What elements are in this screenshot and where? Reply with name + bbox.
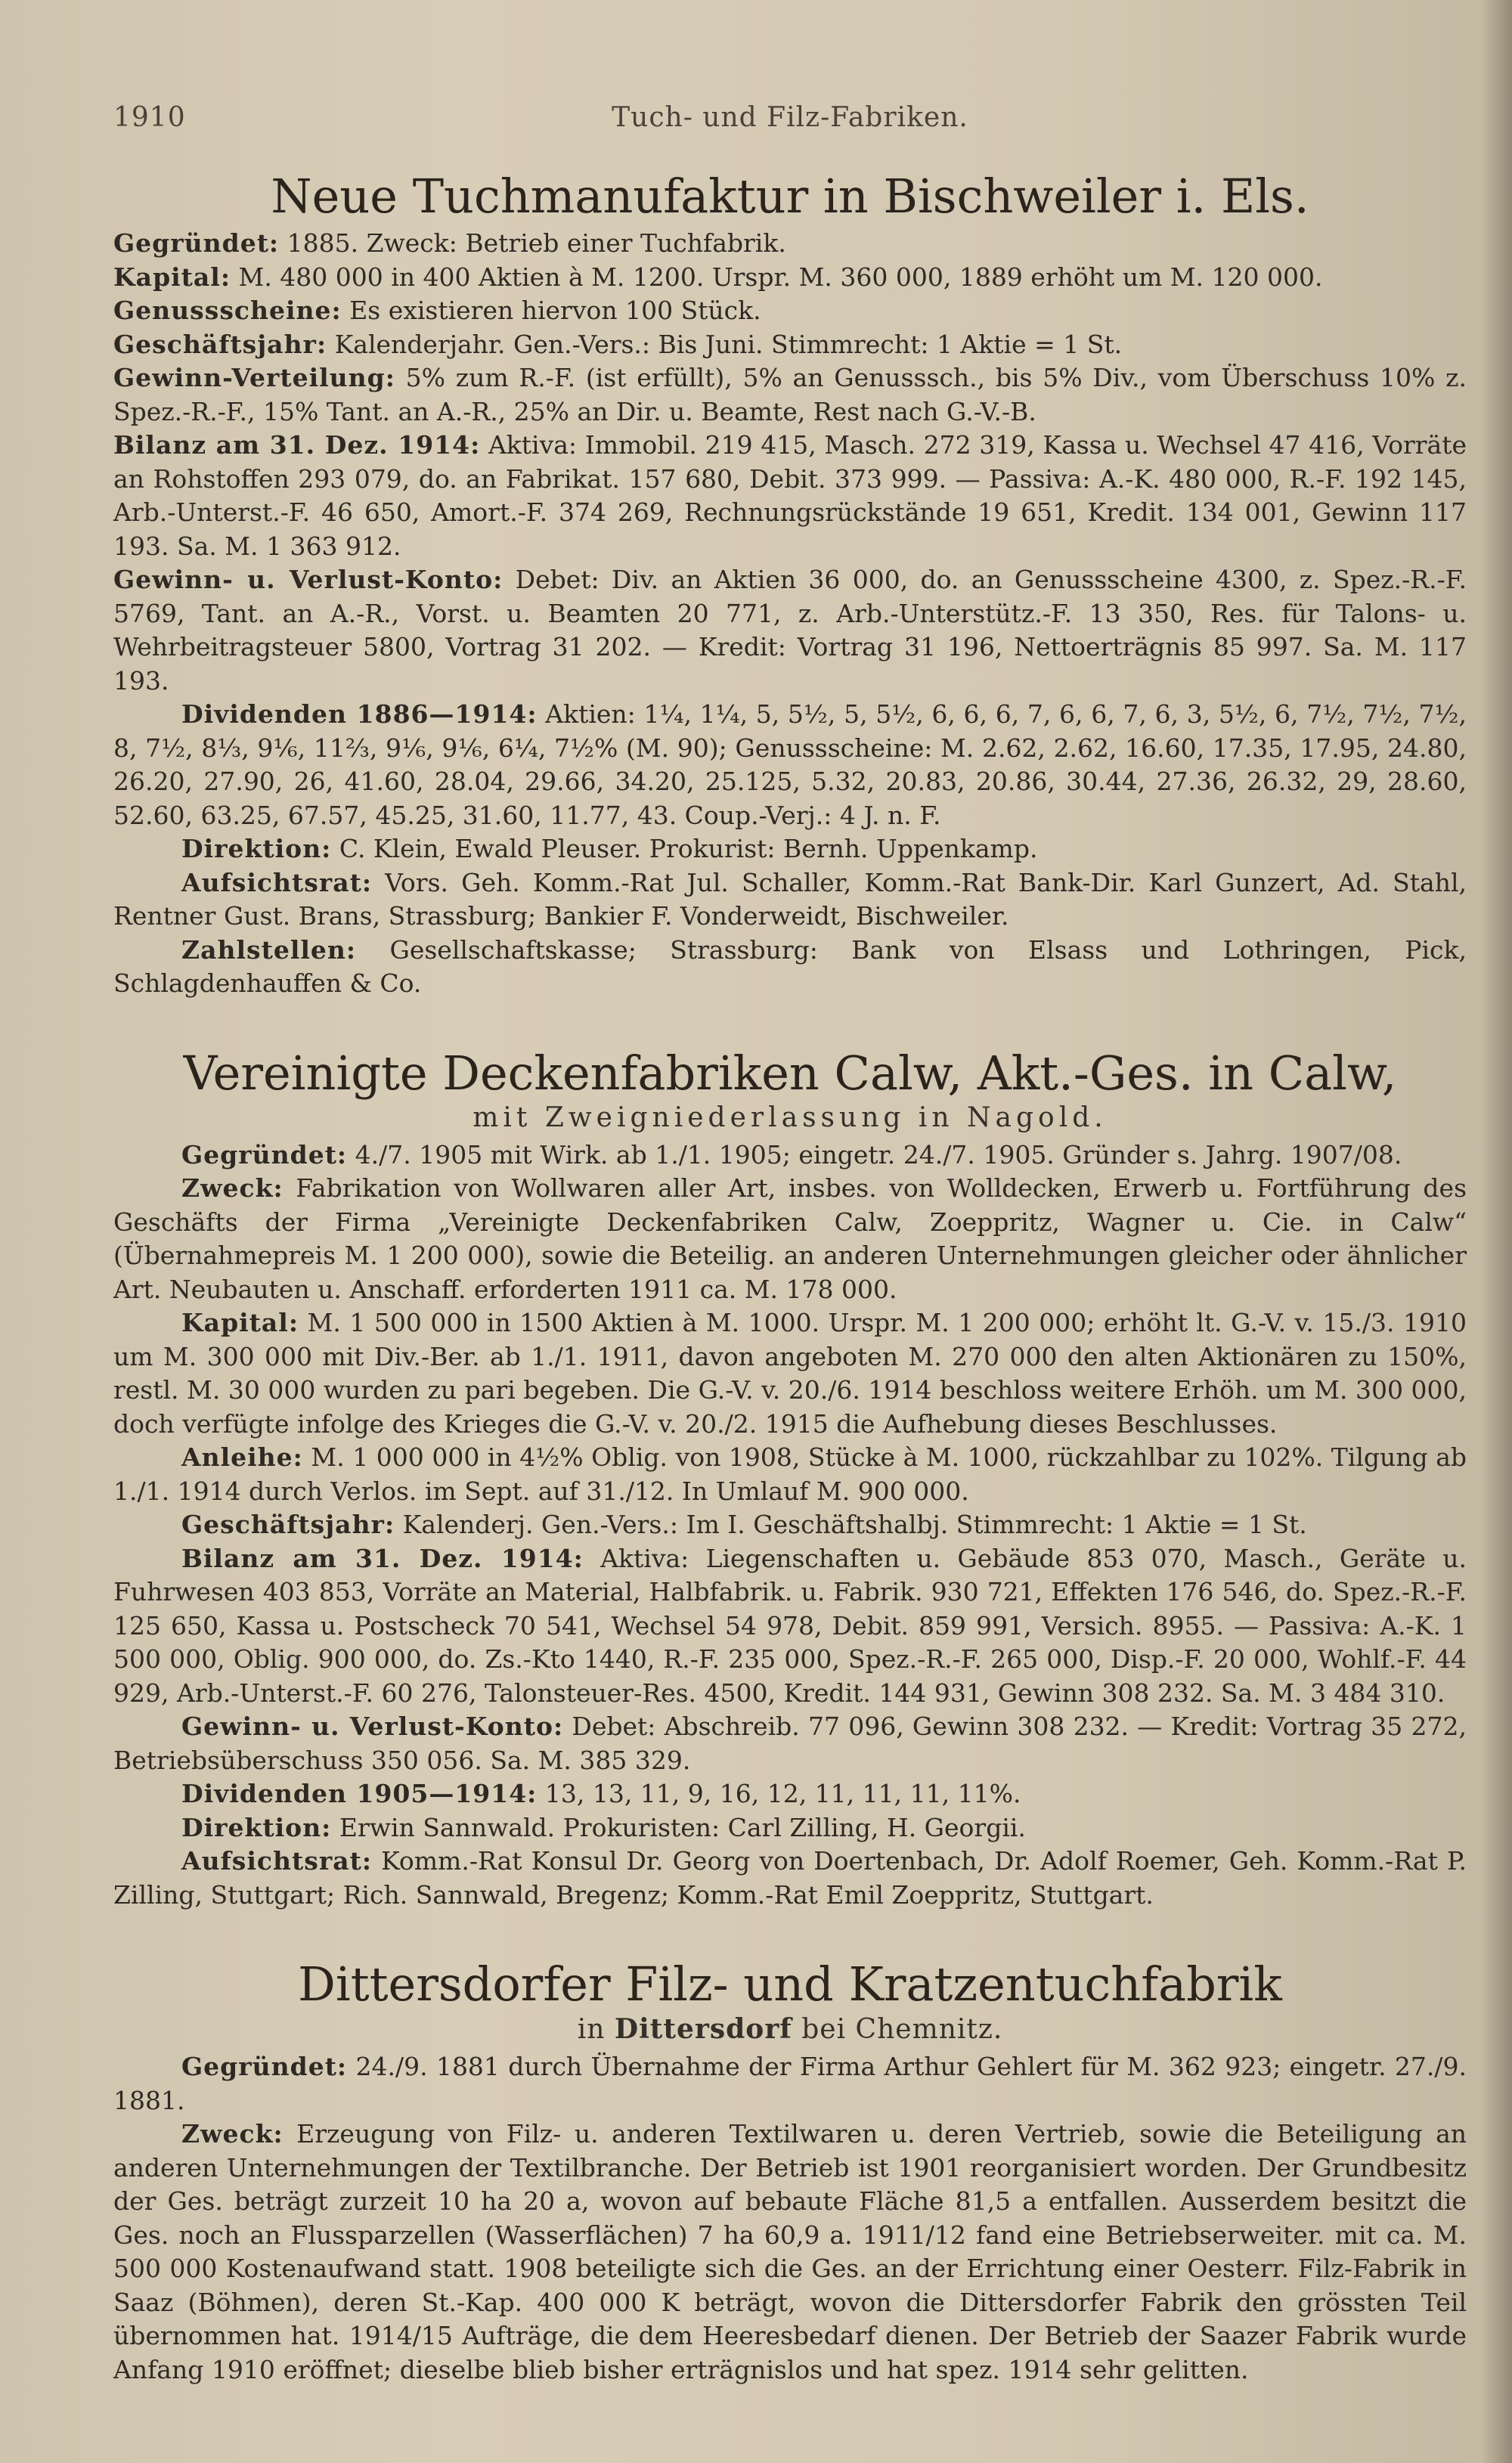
field-text: M. 1 500 000 in 1500 Aktien à M. 1000. Urspr. M. 1 200 000; erhöht lt. G.-V. v. 15./3. 1910 um M. 300 000 mit Div.-Ber. ab 1./1. 1911, davon angeboten M. 270 000 den alten Aktionären zu 150%, restl. M. 30 000 wurden zu pari begeben. Die G.-V. v. 20./6. 1914 beschloss weitere Erhöh. um M. 300 000, doch verfügte infolge des Krieges die G.-V. v. 20./2. 1915 die Aufhebung dieses Beschlusses. — [113, 1308, 1467, 1439]
field-text: Kalenderjahr. Gen.-Vers.: Bis Juni. Stimmrecht: 1 Aktie = 1 St. — [334, 329, 1123, 359]
entry-title: Neue Tuchmanufaktur in Bischweiler i. Els. — [271, 169, 1309, 224]
field-text: 13, 13, 11, 9, 16, 12, 11, 11, 11, 11%. — [544, 1779, 1021, 1808]
section-title: Tuch- und Filz-Fabriken. — [612, 102, 968, 133]
paragraph — [113, 1542, 1467, 1711]
field-key: Gewinn- u. Verlust-Konto: — [113, 565, 503, 594]
field-text: 1885. Zweck: Betrieb einer Tuchfabrik. — [287, 228, 786, 258]
field-key: Direktion: — [181, 834, 332, 863]
field-text: Aktiva: Immobil. 219 415, Masch. 272 319, Kassa u. Wechsel 47 416, Vorräte an Rohstoffen 293 079, do. an Fabrikat. 157 680, Debit. 373 999. — Passiva: A.-K. 480 000, R.-F. 192 145, Arb.-Unterst.-F. 46 650, Amort.-F. 374 269, Rechnungsrückstände 19 651, Kredit. 134 001, Gewinn 117 193. Sa. M. 1 363 912. — [113, 430, 1467, 561]
field-text: Aktien: 1¼, 1¼, 5, 5½, 5, 5½, 6, 6, 6, 7, 6, 6, 7, 6, 3, 5½, 6, 7½, 7½, 7½, 8, 7½, 8⅓, 9⅙, 11⅔, 9⅙, 9⅙, 6¼, 7½% (M. 90); Genussscheine: M. 2.62, 2.62, 16.60, 17.35, 17.95, 24.80, 26.20, 27.90, 26, 41.60, 28.04, 29.66, 34.20, 25.125, 5.32, 20.83, 20.86, 30.44, 27.36, 26.32, 29, 28.60, 52.60, 63.25, 67.57, 45.25, 31.60, 11.77, 43. Coup.-Verj.: 4 J. n. F. — [113, 699, 1467, 830]
entry-title: Dittersdorfer Filz- und Kratzentuchfabrik — [298, 1956, 1282, 2012]
field-key: Geschäftsjahr: — [181, 1510, 395, 1539]
entry-body — [113, 1139, 1467, 1913]
field-key: Anleihe: — [181, 1442, 303, 1472]
paragraph — [113, 261, 1467, 295]
field-text: C. Klein, Ewald Pleuser. Prokurist: Bernh. Uppenkamp. — [339, 834, 1038, 863]
field-text: Fabrikation von Wollwaren aller Art, insbes. von Wolldecken, Erwerb u. Fortführung des Geschäfts der Firma „Vereinigte Deckenfabriken Calw, Zoeppritz, Wagner u. Cie. in Calw“ (Übernahmepreis M. 1 200 000), sowie die Beteilig. an anderen Unternehmungen gleicher oder ähnlicher Art. Neubauten u. Anschaff. erforderten 1911 ca. M. 178 000. — [113, 1173, 1467, 1304]
field-text: M. 1 000 000 in 4½% Oblig. von 1908, Stücke à M. 1000, rückzahlbar zu 102%. Tilgung ab 1./1. 1914 durch Verlos. im Sept. auf 31./12. In Umlauf M. 900 000. — [113, 1442, 1467, 1506]
subtitle-post: bei Chemnitz. — [801, 2014, 1003, 2045]
spacer — [113, 1001, 1467, 1043]
field-key: Bilanz am 31. Dez. 1914: — [113, 430, 481, 460]
running-head — [113, 102, 1467, 140]
field-key: Gegründet: — [181, 2052, 348, 2081]
paragraph — [113, 1441, 1467, 1508]
subtitle-place: Dittersdorf — [614, 2013, 792, 2045]
field-key: Aufsichtsrat: — [181, 1846, 373, 1876]
paragraph — [113, 866, 1467, 934]
field-key: Zahlstellen: — [181, 934, 357, 965]
paragraph — [113, 1777, 1467, 1811]
entry-body — [113, 2050, 1467, 2387]
entry-body — [113, 227, 1467, 1001]
field-text: Erwin Sannwald. Prokuristen: Carl Zilling, H. Georgii. — [339, 1812, 1026, 1842]
field-key: Kapital: — [113, 262, 231, 292]
paragraph — [113, 1845, 1467, 1912]
field-key: Direktion: — [181, 1812, 332, 1842]
entry-deckenfabriken-calw — [113, 1043, 1467, 1913]
paragraph — [113, 934, 1467, 1001]
field-key: Gewinn- u. Verlust-Konto: — [181, 1712, 564, 1741]
field-key: Bilanz am 31. Dez. 1914: — [181, 1543, 584, 1573]
field-key: Gegründet: — [113, 228, 280, 258]
field-text: Aktiva: Liegenschaften u. Gebäude 853 070, Masch., Geräte u. Fuhrwesen 403 853, Vorräte an Material, Halbfabrik. u. Fabrik. 930 721, Effekten 176 546, do. Spez.-R.-F. 125 650, Kassa u. Postscheck 70 541, Wechsel 54 978, Debit. 859 991, Versich. 8955. — Passiva: A.-K. 1 500 000, Oblig. 900 000, do. Zs.-Kto 1440, R.-F. 235 000, Spez.-R.-F. 265 000, Disp.-F. 20 000, Wohlf.-F. 44 929, Arb.-Unterst.-F. 60 276, Talonsteuer-Res. 4500, Kredit. 144 931, Gewinn 308 232. Sa. M. 3 484 310. — [113, 1543, 1467, 1708]
field-key: Zweck: — [181, 2119, 284, 2149]
spacer — [113, 1912, 1467, 1954]
paragraph — [113, 361, 1467, 429]
field-key: Dividenden 1886—1914: — [181, 699, 538, 729]
field-key: Geschäftsjahr: — [113, 329, 327, 359]
paragraph — [113, 429, 1467, 563]
entry-subtitle — [113, 2012, 1467, 2047]
paragraph — [113, 328, 1467, 362]
entry-subtitle: mit Zweigniederlassung in Nagold. — [472, 1101, 1108, 1133]
field-text: M. 480 000 in 400 Aktien à M. 1200. Urspr. M. 360 000, 1889 erhöht um M. 120 000. — [238, 262, 1323, 292]
field-text: Erzeugung von Filz- u. anderen Textilwaren u. deren Vertrieb, sowie die Beteiligung an anderen Unternehmungen der Textilbranche. Der Betrieb ist 1901 reorganisiert worden. Der Grundbesitz der Ges. beträgt zurzeit 10 ha 20 a, wovon auf bebaute Fläche 81,5 a entfallen. Ausserdem besitzt die Ges. noch an Flussparzellen (Wasserflächen) 7 ha 60,9 a. 1911/12 fand eine Betriebserweiter. mit ca. M. 500 000 Kostenaufwand statt. 1908 beteiligte sich die Ges. an der Errichtung einer Oesterr. Filz-Fabrik in Saaz (Böhmen), deren St.-Kap. 400 000 K beträgt, wovon die Dittersdorfer Fabrik den grössten Teil übernommen hat. 1914/15 Aufträge, die dem Heeresbedarf dienen. Der Betrieb der Saazer Fabrik wurde Anfang 1910 eröffnet; dieselbe blieb bisher erträgnislos und hat spez. 1914 sehr gelitten. — [113, 2119, 1467, 2384]
page-edge-shadow — [1482, 0, 1512, 2463]
field-key: Dividenden 1905—1914: — [181, 1779, 538, 1808]
paragraph — [113, 1306, 1467, 1441]
field-key: Zweck: — [181, 1173, 284, 1203]
field-text: Vors. Geh. Komm.-Rat Jul. Schaller, Komm.-Rat Bank-Dir. Karl Gunzert, Ad. Stahl, Rentner Gust. Brans, Strassburg; Bankier F. Vonderweidt, Bischweiler. — [113, 867, 1467, 931]
field-key: Gewinn-Verteilung: — [113, 363, 395, 392]
field-text: 24./9. 1881 durch Übernahme der Firma Arthur Gehlert für M. 362 923; eingetr. 27./9. 1881. — [113, 2052, 1467, 2115]
entry-title: Vereinigte Deckenfabriken Calw, Akt.-Ges. in Calw, — [183, 1045, 1397, 1101]
paragraph — [113, 563, 1467, 698]
paragraph — [113, 1139, 1467, 1173]
field-key: Gegründet: — [181, 1139, 348, 1170]
field-text: Es existieren hiervon 100 Stück. — [349, 296, 761, 325]
field-text: Komm.-Rat Konsul Dr. Georg von Doertenbach, Dr. Adolf Roemer, Geh. Komm.-Rat P. Zilling, Stuttgart; Rich. Sannwald, Bregenz; Komm.-Rat Emil Zoeppritz, Stuttgart. — [113, 1846, 1467, 1910]
field-text: Gesellschaftskasse; Strassburg: Bank von Elsass und Lothringen, Pick, Schlagdenhauffen & Co. — [113, 934, 1467, 998]
paragraph — [113, 2118, 1467, 2387]
paragraph — [113, 832, 1467, 866]
entry-dittersdorfer-filz — [113, 1954, 1467, 2387]
field-key: Kapital: — [181, 1308, 299, 1337]
paragraph — [113, 2050, 1467, 2118]
paragraph — [113, 294, 1467, 328]
page-number: 1910 — [113, 102, 186, 133]
paragraph — [113, 1172, 1467, 1306]
field-key: Aufsichtsrat: — [181, 867, 373, 897]
field-key: Genussscheine: — [113, 296, 342, 325]
paragraph — [113, 1710, 1467, 1777]
field-text: Debet: Abschreib. 77 096, Gewinn 308 232. — Kredit: Vortrag 35 272, Betriebsüberschuss 350 056. Sa. M. 385 329. — [113, 1712, 1467, 1775]
subtitle-pre: in — [577, 2014, 606, 2045]
paragraph — [113, 698, 1467, 832]
paragraph — [113, 1508, 1467, 1542]
field-text: 4./7. 1905 mit Wirk. ab 1./1. 1905; eingetr. 24./7. 1905. Gründer s. Jahrg. 1907/08. — [355, 1139, 1402, 1170]
entry-tuchmanufaktur — [113, 166, 1467, 1001]
field-text: Debet: Div. an Aktien 36 000, do. an Genussscheine 4300, z. Spez.-R.-F. 5769, Tant. an A.-R., Vorst. u. Beamten 20 771, z. Arb.-Unterstütz.-F. 13 350, Res. für Talons- u. Wehrbeitragsteuer 5800, Vortrag 31 202. — Kredit: Vortrag 31 196, Nettoerträgnis 85 997. Sa. M. 117 193. — [113, 565, 1467, 696]
field-text: 5% zum R.-F. (ist erfüllt), 5% an Genusssch., bis 5% Div., vom Überschuss 10% z. Spez.-R.-F., 15% Tant. an A.-R., 25% an Dir. u. Beamte, Rest nach G.-V.-B. — [113, 363, 1467, 426]
paragraph — [113, 227, 1467, 261]
paragraph — [113, 1811, 1467, 1845]
field-text: Kalenderj. Gen.-Vers.: Im I. Geschäftshalbj. Stimmrecht: 1 Aktie = 1 St. — [402, 1510, 1307, 1539]
